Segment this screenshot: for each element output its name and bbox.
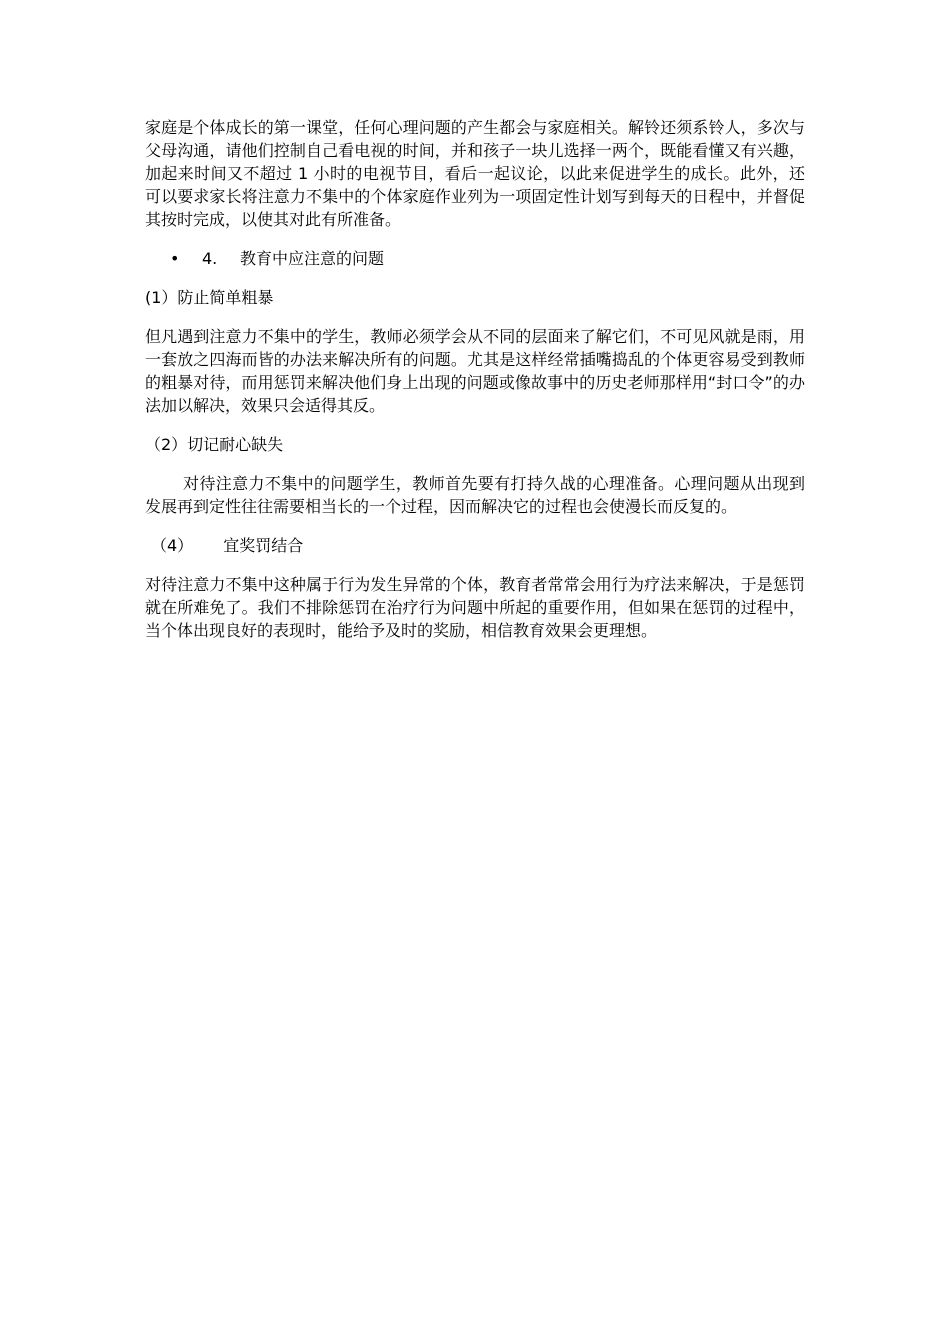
section-heading-4 <box>145 247 805 270</box>
subheading-2: （2）切记耐心缺失 <box>145 435 284 454</box>
paragraph-reward-punish: 对待注意力不集中这种属于行为发生异常的个体，教育者常常会用行为疗法来解决，于是惩罚就在所难免了。我们不排除惩罚在治疗行为问题中所起的重要作用，但如果在惩罚的过程中，当个体出现良好的表现时，能给予及时的奖励，相信教育效果会更理想。 <box>145 575 805 640</box>
document-body <box>145 116 805 658</box>
section-title: 教育中应注意的问题 <box>240 249 385 268</box>
subheading-4-title: 宜奖罚结合 <box>223 536 304 555</box>
bullet-icon: • <box>170 249 180 268</box>
subheading-4 <box>145 534 805 557</box>
paragraph-patience: 对待注意力不集中的问题学生，教师首先要有打持久战的心理准备。心理问题从出现到发展再到定性往往需要相当长的一个过程，因而解决它的过程也会使漫长而反复的。 <box>145 474 805 516</box>
subheading-4-number: （4） <box>151 536 194 555</box>
paragraph-avoid-rough: 但凡遇到注意力不集中的学生，教师必须学会从不同的层面来了解它们，不可见风就是雨，用一套放之四海而皆的办法来解决所有的问题。尤其是这样经常插嘴捣乱的个体更容易受到教师的粗暴对待，而用惩罚来解决他们身上出现的问题或像故事中的历史老师那样用“封口令”的办法加以解决，效果只会适得其反。 <box>145 327 805 415</box>
paragraph-family-classroom: 家庭是个体成长的第一课堂，任何心理问题的产生都会与家庭相关。解铃还须系铃人，多次与父母沟通，请他们控制自己看电视的时间，并和孩子一块儿选择一两个，既能看懂又有兴趣，加起来时间又不超过 1 小时的电视节目，看后一起议论，以此来促进学生的成长。此外，还可以要求家长将注意力不集中的个体家庭作业列为一项固定性计划写到每天的日程中，并督促其按时完成，以使其对此有所准备。 <box>145 118 805 229</box>
subheading-1: (1）防止简单粗暴 <box>145 288 274 307</box>
section-number: 4. <box>202 249 218 268</box>
